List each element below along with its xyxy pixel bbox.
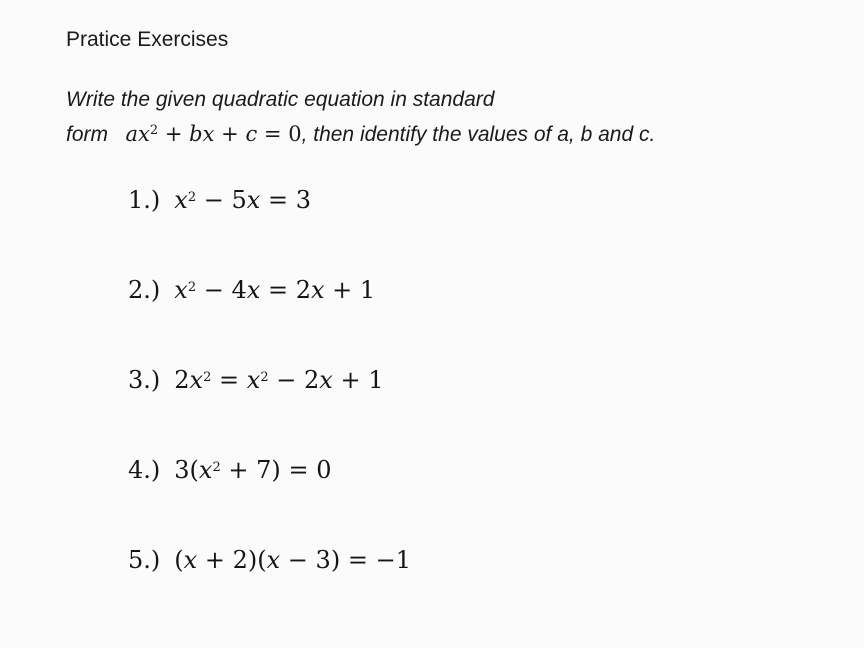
problem-number: 3.) [128,366,161,394]
instructions-suffix: , then identify the values of a, b and c. [301,123,656,146]
instructions-line-2 [66,117,655,152]
problem-number: 4.) [128,456,161,484]
problem-equation: $2x^2 = x^2 - 2x + 1$ [174,366,384,394]
page-title: Pratice Exercises [66,28,229,51]
problem-number: 2.) [128,276,161,304]
instructions-line-1: Write the given quadratic equation in standard [66,88,495,111]
problem-equation: $x^2 - 5x = 3$ [174,186,311,214]
problem-equation: $x^2 - 4x = 2x + 1$ [174,276,376,304]
problem-item [128,546,411,636]
instructions-form-word: form [66,123,108,146]
problem-item [128,276,411,366]
problem-list [128,186,411,636]
problem-item [128,366,411,456]
instructions [66,82,655,152]
problem-number: 1.) [128,186,161,214]
problem-item [128,186,411,276]
problem-equation: $3(x^2 + 7) = 0$ [174,456,332,484]
problem-item [128,456,411,546]
problem-number: 5.) [128,546,161,574]
standard-form-equation: $ax^2$ + bx + c = 0 [125,122,302,146]
problem-equation: (x + 2)(x − 3) = −1 [174,546,411,574]
